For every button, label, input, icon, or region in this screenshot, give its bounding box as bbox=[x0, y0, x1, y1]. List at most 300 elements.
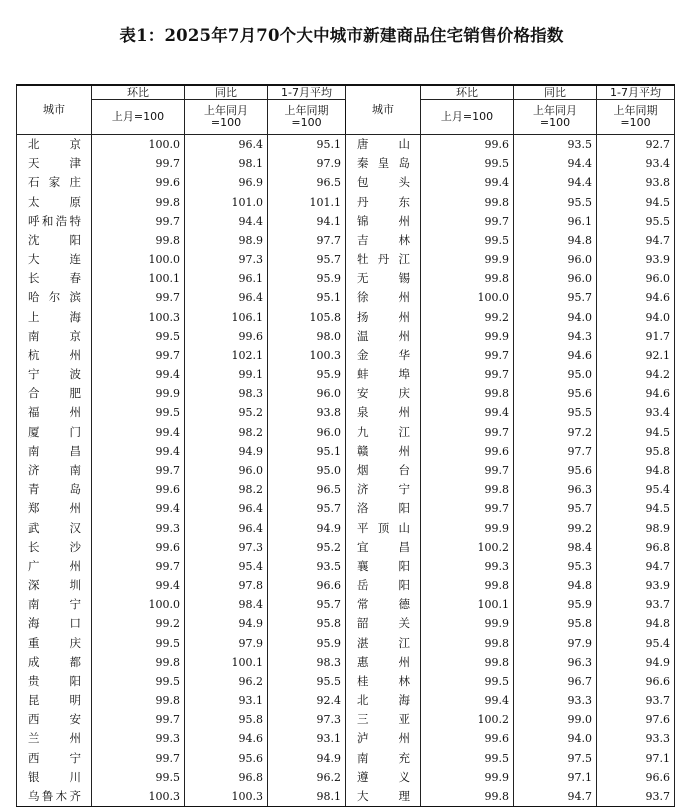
yoy-value-right: 94.8 bbox=[514, 231, 597, 250]
yoy-value-left: 96.1 bbox=[185, 269, 268, 288]
mom-value-left: 100.0 bbox=[92, 135, 185, 155]
mom-value-left: 99.5 bbox=[92, 403, 185, 422]
mom-value-right: 99.6 bbox=[421, 442, 514, 461]
city-name-left: 北京 bbox=[17, 135, 92, 155]
table-row bbox=[17, 768, 675, 787]
yoy-value-right: 95.9 bbox=[514, 595, 597, 614]
ytd-value-left: 93.5 bbox=[268, 557, 346, 576]
yoy-value-left: 106.1 bbox=[185, 308, 268, 327]
ytd-value-right: 94.5 bbox=[597, 423, 675, 442]
yoy-value-right: 94.0 bbox=[514, 729, 597, 748]
yoy-value-right: 95.6 bbox=[514, 461, 597, 480]
ytd-value-left: 93.8 bbox=[268, 403, 346, 422]
yoy-value-right: 96.3 bbox=[514, 480, 597, 499]
ytd-value-left: 96.6 bbox=[268, 576, 346, 595]
yoy-value-left: 96.9 bbox=[185, 173, 268, 192]
yoy-value-right: 94.0 bbox=[514, 308, 597, 327]
ytd-value-right: 93.7 bbox=[597, 787, 675, 807]
mom-value-left: 99.7 bbox=[92, 212, 185, 231]
table-row bbox=[17, 250, 675, 269]
mom-value-right: 99.2 bbox=[421, 308, 514, 327]
ytd-value-left: 95.7 bbox=[268, 595, 346, 614]
yoy-base-left bbox=[185, 100, 268, 135]
mom-value-left: 99.5 bbox=[92, 633, 185, 652]
yoy-value-right: 94.4 bbox=[514, 154, 597, 173]
yoy-value-left: 98.3 bbox=[185, 384, 268, 403]
yoy-value-right: 94.8 bbox=[514, 576, 597, 595]
table-row bbox=[17, 710, 675, 729]
city-name-right: 赣州 bbox=[346, 442, 421, 461]
yoy-value-left: 94.4 bbox=[185, 212, 268, 231]
city-name-right: 徐州 bbox=[346, 288, 421, 307]
city-name-left: 太原 bbox=[17, 193, 92, 212]
city-name-left: 福州 bbox=[17, 403, 92, 422]
mom-value-right: 99.8 bbox=[421, 653, 514, 672]
ytd-value-right: 93.4 bbox=[597, 403, 675, 422]
ytd-value-left: 95.9 bbox=[268, 269, 346, 288]
mom-value-left: 100.1 bbox=[92, 269, 185, 288]
city-name-left: 重庆 bbox=[17, 633, 92, 652]
city-name-right: 南充 bbox=[346, 749, 421, 768]
table-row bbox=[17, 135, 675, 155]
mom-value-left: 99.2 bbox=[92, 614, 185, 633]
mom-value-right: 99.5 bbox=[421, 154, 514, 173]
yoy-value-left: 98.1 bbox=[185, 154, 268, 173]
table-row bbox=[17, 269, 675, 288]
yoy-value-right: 96.3 bbox=[514, 653, 597, 672]
yoy-value-right: 96.1 bbox=[514, 212, 597, 231]
yoy-value-right: 94.6 bbox=[514, 346, 597, 365]
yoy-value-right: 97.7 bbox=[514, 442, 597, 461]
ytd-base-right bbox=[597, 100, 675, 135]
yoy-value-left: 96.2 bbox=[185, 672, 268, 691]
ytd-base-left bbox=[268, 100, 346, 135]
ytd-value-left: 95.9 bbox=[268, 365, 346, 384]
city-name-left: 南昌 bbox=[17, 442, 92, 461]
table-row bbox=[17, 633, 675, 652]
city-name-right: 吉林 bbox=[346, 231, 421, 250]
table-row bbox=[17, 327, 675, 346]
city-name-right: 秦皇岛 bbox=[346, 154, 421, 173]
yoy-value-right: 93.3 bbox=[514, 691, 597, 710]
yoy-value-right: 95.7 bbox=[514, 499, 597, 518]
table-row bbox=[17, 576, 675, 595]
yoy-header-right: 同比 bbox=[514, 85, 597, 100]
city-name-left: 呼和浩特 bbox=[17, 212, 92, 231]
ytd-value-left: 97.3 bbox=[268, 710, 346, 729]
ytd-value-right: 97.6 bbox=[597, 710, 675, 729]
yoy-value-right: 94.4 bbox=[514, 173, 597, 192]
table-row bbox=[17, 518, 675, 537]
city-name-left: 南宁 bbox=[17, 595, 92, 614]
yoy-value-right: 94.3 bbox=[514, 327, 597, 346]
mom-value-left: 99.3 bbox=[92, 518, 185, 537]
city-name-right: 泸州 bbox=[346, 729, 421, 748]
mom-value-left: 100.0 bbox=[92, 250, 185, 269]
table-row bbox=[17, 672, 675, 691]
mom-value-right: 100.2 bbox=[421, 538, 514, 557]
mom-value-right: 99.8 bbox=[421, 269, 514, 288]
yoy-value-left: 95.8 bbox=[185, 710, 268, 729]
ytd-value-left: 97.9 bbox=[268, 154, 346, 173]
mom-value-left: 99.7 bbox=[92, 154, 185, 173]
city-name-right: 无锡 bbox=[346, 269, 421, 288]
ytd-base-right-text: 上年同期 =100 bbox=[613, 104, 658, 129]
yoy-value-left: 94.6 bbox=[185, 729, 268, 748]
mom-value-left: 100.3 bbox=[92, 787, 185, 807]
city-name-right: 牡丹江 bbox=[346, 250, 421, 269]
city-name-right: 洛阳 bbox=[346, 499, 421, 518]
mom-value-right: 99.7 bbox=[421, 212, 514, 231]
city-name-left: 天津 bbox=[17, 154, 92, 173]
mom-value-right: 99.7 bbox=[421, 346, 514, 365]
table-row bbox=[17, 653, 675, 672]
ytd-value-left: 93.1 bbox=[268, 729, 346, 748]
yoy-value-left: 95.2 bbox=[185, 403, 268, 422]
city-name-right: 湛江 bbox=[346, 633, 421, 652]
yoy-value-left: 100.1 bbox=[185, 653, 268, 672]
mom-value-right: 100.0 bbox=[421, 288, 514, 307]
city-name-left: 昆明 bbox=[17, 691, 92, 710]
yoy-value-left: 96.4 bbox=[185, 499, 268, 518]
ytd-value-left: 100.3 bbox=[268, 346, 346, 365]
ytd-value-right: 93.3 bbox=[597, 729, 675, 748]
city-name-left: 石家庄 bbox=[17, 173, 92, 192]
city-name-left: 深圳 bbox=[17, 576, 92, 595]
ytd-value-right: 96.6 bbox=[597, 768, 675, 787]
ytd-header-left: 1-7月平均 bbox=[268, 85, 346, 100]
yoy-value-right: 95.3 bbox=[514, 557, 597, 576]
table-row bbox=[17, 212, 675, 231]
yoy-value-right: 96.0 bbox=[514, 269, 597, 288]
mom-value-right: 100.2 bbox=[421, 710, 514, 729]
city-name-left: 青岛 bbox=[17, 480, 92, 499]
city-name-right: 丹东 bbox=[346, 193, 421, 212]
yoy-value-left: 98.2 bbox=[185, 423, 268, 442]
city-name-right: 扬州 bbox=[346, 308, 421, 327]
city-name-right: 包头 bbox=[346, 173, 421, 192]
yoy-value-left: 97.3 bbox=[185, 538, 268, 557]
yoy-value-left: 97.3 bbox=[185, 250, 268, 269]
table-row bbox=[17, 423, 675, 442]
city-name-left: 成都 bbox=[17, 653, 92, 672]
yoy-value-left: 98.9 bbox=[185, 231, 268, 250]
mom-value-left: 99.3 bbox=[92, 729, 185, 748]
table-row bbox=[17, 308, 675, 327]
table-row bbox=[17, 614, 675, 633]
city-name-left: 广州 bbox=[17, 557, 92, 576]
ytd-value-left: 95.5 bbox=[268, 672, 346, 691]
ytd-value-left: 96.2 bbox=[268, 768, 346, 787]
ytd-value-right: 92.7 bbox=[597, 135, 675, 155]
yoy-value-left: 95.4 bbox=[185, 557, 268, 576]
ytd-value-right: 95.4 bbox=[597, 480, 675, 499]
mom-value-left: 100.3 bbox=[92, 308, 185, 327]
ytd-value-left: 105.8 bbox=[268, 308, 346, 327]
mom-value-right: 99.8 bbox=[421, 480, 514, 499]
ytd-value-left: 96.5 bbox=[268, 173, 346, 192]
yoy-value-right: 99.2 bbox=[514, 518, 597, 537]
mom-value-right: 99.9 bbox=[421, 768, 514, 787]
mom-value-left: 99.4 bbox=[92, 576, 185, 595]
ytd-value-right: 94.0 bbox=[597, 308, 675, 327]
ytd-value-right: 91.7 bbox=[597, 327, 675, 346]
ytd-value-left: 95.7 bbox=[268, 499, 346, 518]
city-name-right: 温州 bbox=[346, 327, 421, 346]
ytd-value-right: 97.1 bbox=[597, 749, 675, 768]
mom-value-left: 99.5 bbox=[92, 672, 185, 691]
yoy-value-right: 99.0 bbox=[514, 710, 597, 729]
ytd-value-right: 93.9 bbox=[597, 250, 675, 269]
table-row bbox=[17, 384, 675, 403]
mom-value-left: 99.7 bbox=[92, 557, 185, 576]
ytd-value-right: 95.8 bbox=[597, 442, 675, 461]
yoy-value-right: 95.5 bbox=[514, 193, 597, 212]
yoy-value-left: 94.9 bbox=[185, 614, 268, 633]
city-name-right: 安庆 bbox=[346, 384, 421, 403]
city-name-right: 济宁 bbox=[346, 480, 421, 499]
mom-value-left: 99.4 bbox=[92, 423, 185, 442]
yoy-value-right: 94.7 bbox=[514, 787, 597, 807]
yoy-base-right-text: 上年同月 =100 bbox=[533, 104, 577, 129]
mom-header-right: 环比 bbox=[421, 85, 514, 100]
mom-value-right: 99.8 bbox=[421, 384, 514, 403]
table-row bbox=[17, 442, 675, 461]
yoy-value-left: 96.4 bbox=[185, 518, 268, 537]
city-name-left: 南京 bbox=[17, 327, 92, 346]
city-name-right: 惠州 bbox=[346, 653, 421, 672]
city-name-right: 大理 bbox=[346, 787, 421, 807]
yoy-value-right: 95.0 bbox=[514, 365, 597, 384]
yoy-value-left: 100.3 bbox=[185, 787, 268, 807]
ytd-value-right: 93.7 bbox=[597, 595, 675, 614]
city-name-left: 哈尔滨 bbox=[17, 288, 92, 307]
yoy-header-left: 同比 bbox=[185, 85, 268, 100]
ytd-value-left: 95.7 bbox=[268, 250, 346, 269]
ytd-value-left: 98.1 bbox=[268, 787, 346, 807]
yoy-value-left: 96.0 bbox=[185, 461, 268, 480]
mom-value-right: 99.4 bbox=[421, 403, 514, 422]
ytd-value-left: 92.4 bbox=[268, 691, 346, 710]
city-name-right: 韶关 bbox=[346, 614, 421, 633]
city-name-left: 银川 bbox=[17, 768, 92, 787]
ytd-value-right: 94.8 bbox=[597, 461, 675, 480]
ytd-value-right: 94.6 bbox=[597, 384, 675, 403]
mom-value-left: 99.7 bbox=[92, 346, 185, 365]
mom-value-left: 99.7 bbox=[92, 749, 185, 768]
mom-value-left: 99.8 bbox=[92, 193, 185, 212]
city-name-right: 烟台 bbox=[346, 461, 421, 480]
ytd-value-right: 98.9 bbox=[597, 518, 675, 537]
table-title: 表1：2025年7月70个大中城市新建商品住宅销售价格指数 bbox=[119, 26, 564, 45]
mom-value-right: 99.9 bbox=[421, 518, 514, 537]
ytd-header-right: 1-7月平均 bbox=[597, 85, 675, 100]
mom-value-left: 99.7 bbox=[92, 288, 185, 307]
mom-value-left: 99.4 bbox=[92, 442, 185, 461]
yoy-value-left: 96.4 bbox=[185, 135, 268, 155]
table-row bbox=[17, 691, 675, 710]
mom-value-right: 99.9 bbox=[421, 614, 514, 633]
table-row bbox=[17, 787, 675, 807]
mom-value-right: 99.6 bbox=[421, 135, 514, 155]
mom-base-left: 上月=100 bbox=[92, 100, 185, 135]
table-row bbox=[17, 173, 675, 192]
ytd-value-left: 101.1 bbox=[268, 193, 346, 212]
ytd-value-left: 95.2 bbox=[268, 538, 346, 557]
ytd-value-right: 93.8 bbox=[597, 173, 675, 192]
ytd-value-right: 94.5 bbox=[597, 499, 675, 518]
yoy-value-left: 97.9 bbox=[185, 633, 268, 652]
ytd-value-left: 94.9 bbox=[268, 749, 346, 768]
mom-value-left: 99.6 bbox=[92, 480, 185, 499]
mom-value-left: 99.5 bbox=[92, 768, 185, 787]
yoy-value-left: 98.4 bbox=[185, 595, 268, 614]
ytd-value-left: 95.0 bbox=[268, 461, 346, 480]
ytd-value-left: 94.9 bbox=[268, 518, 346, 537]
ytd-value-left: 95.1 bbox=[268, 288, 346, 307]
table-row bbox=[17, 595, 675, 614]
city-name-left: 兰州 bbox=[17, 729, 92, 748]
mom-value-left: 99.4 bbox=[92, 365, 185, 384]
yoy-value-right: 97.1 bbox=[514, 768, 597, 787]
mom-value-right: 99.7 bbox=[421, 499, 514, 518]
table-row bbox=[17, 231, 675, 250]
city-name-left: 乌鲁木齐 bbox=[17, 787, 92, 807]
mom-value-left: 99.4 bbox=[92, 499, 185, 518]
mom-value-right: 99.8 bbox=[421, 193, 514, 212]
table-row bbox=[17, 365, 675, 384]
yoy-value-right: 95.5 bbox=[514, 403, 597, 422]
mom-header-left: 环比 bbox=[92, 85, 185, 100]
yoy-value-left: 102.1 bbox=[185, 346, 268, 365]
yoy-value-right: 97.2 bbox=[514, 423, 597, 442]
city-name-left: 上海 bbox=[17, 308, 92, 327]
city-name-left: 宁波 bbox=[17, 365, 92, 384]
yoy-value-right: 97.5 bbox=[514, 749, 597, 768]
city-name-right: 襄阳 bbox=[346, 557, 421, 576]
ytd-value-right: 94.5 bbox=[597, 193, 675, 212]
city-name-left: 西安 bbox=[17, 710, 92, 729]
city-name-left: 长沙 bbox=[17, 538, 92, 557]
city-name-right: 三亚 bbox=[346, 710, 421, 729]
ytd-value-right: 94.9 bbox=[597, 653, 675, 672]
city-name-left: 厦门 bbox=[17, 423, 92, 442]
ytd-value-left: 96.0 bbox=[268, 423, 346, 442]
table-row bbox=[17, 557, 675, 576]
city-name-left: 西宁 bbox=[17, 749, 92, 768]
ytd-value-right: 94.7 bbox=[597, 557, 675, 576]
table-row bbox=[17, 499, 675, 518]
city-name-left: 沈阳 bbox=[17, 231, 92, 250]
ytd-value-right: 93.7 bbox=[597, 691, 675, 710]
mom-value-right: 100.1 bbox=[421, 595, 514, 614]
yoy-value-left: 97.8 bbox=[185, 576, 268, 595]
mom-value-right: 99.5 bbox=[421, 749, 514, 768]
price-index-table bbox=[16, 84, 675, 807]
mom-value-left: 99.7 bbox=[92, 461, 185, 480]
city-name-left: 大连 bbox=[17, 250, 92, 269]
city-name-left: 郑州 bbox=[17, 499, 92, 518]
city-name-left: 杭州 bbox=[17, 346, 92, 365]
ytd-value-left: 97.7 bbox=[268, 231, 346, 250]
city-name-right: 泉州 bbox=[346, 403, 421, 422]
yoy-value-right: 98.4 bbox=[514, 538, 597, 557]
table-row bbox=[17, 480, 675, 499]
yoy-value-right: 93.5 bbox=[514, 135, 597, 155]
yoy-value-left: 101.0 bbox=[185, 193, 268, 212]
yoy-value-right: 95.7 bbox=[514, 288, 597, 307]
mom-value-left: 99.6 bbox=[92, 538, 185, 557]
mom-value-right: 99.7 bbox=[421, 365, 514, 384]
city-name-left: 合肥 bbox=[17, 384, 92, 403]
table-row bbox=[17, 193, 675, 212]
city-name-right: 唐山 bbox=[346, 135, 421, 155]
table-row bbox=[17, 288, 675, 307]
city-name-right: 宜昌 bbox=[346, 538, 421, 557]
city-name-right: 蚌埠 bbox=[346, 365, 421, 384]
ytd-value-right: 93.9 bbox=[597, 576, 675, 595]
ytd-base-left-text: 上年同期 =100 bbox=[284, 104, 329, 129]
yoy-value-right: 96.0 bbox=[514, 250, 597, 269]
yoy-base-right bbox=[514, 100, 597, 135]
mom-value-left: 99.8 bbox=[92, 691, 185, 710]
mom-value-right: 99.4 bbox=[421, 691, 514, 710]
ytd-value-left: 95.8 bbox=[268, 614, 346, 633]
yoy-value-left: 93.1 bbox=[185, 691, 268, 710]
mom-value-right: 99.8 bbox=[421, 576, 514, 595]
ytd-value-right: 92.1 bbox=[597, 346, 675, 365]
ytd-value-right: 96.0 bbox=[597, 269, 675, 288]
mom-value-left: 99.7 bbox=[92, 710, 185, 729]
ytd-value-right: 94.8 bbox=[597, 614, 675, 633]
ytd-value-right: 94.7 bbox=[597, 231, 675, 250]
city-name-left: 济南 bbox=[17, 461, 92, 480]
city-name-right: 锦州 bbox=[346, 212, 421, 231]
ytd-value-right: 94.2 bbox=[597, 365, 675, 384]
ytd-value-right: 96.6 bbox=[597, 672, 675, 691]
ytd-value-left: 95.1 bbox=[268, 135, 346, 155]
ytd-value-left: 98.3 bbox=[268, 653, 346, 672]
city-name-left: 武汉 bbox=[17, 518, 92, 537]
mom-value-left: 99.8 bbox=[92, 653, 185, 672]
mom-value-right: 99.7 bbox=[421, 423, 514, 442]
ytd-value-right: 95.4 bbox=[597, 633, 675, 652]
city-name-right: 桂林 bbox=[346, 672, 421, 691]
yoy-value-right: 97.9 bbox=[514, 633, 597, 652]
mom-value-right: 99.3 bbox=[421, 557, 514, 576]
table-row bbox=[17, 749, 675, 768]
yoy-value-left: 99.6 bbox=[185, 327, 268, 346]
yoy-value-left: 95.6 bbox=[185, 749, 268, 768]
yoy-value-left: 96.8 bbox=[185, 768, 268, 787]
city-name-right: 北海 bbox=[346, 691, 421, 710]
yoy-value-left: 98.2 bbox=[185, 480, 268, 499]
table-body bbox=[17, 135, 675, 807]
yoy-value-right: 95.8 bbox=[514, 614, 597, 633]
mom-value-right: 99.4 bbox=[421, 173, 514, 192]
city-name-right: 金华 bbox=[346, 346, 421, 365]
city-name-left: 贵阳 bbox=[17, 672, 92, 691]
city-name-right: 岳阳 bbox=[346, 576, 421, 595]
city-name-right: 遵义 bbox=[346, 768, 421, 787]
yoy-base-left-text: 上年同月 =100 bbox=[204, 104, 248, 129]
mom-value-right: 99.5 bbox=[421, 672, 514, 691]
table-row bbox=[17, 461, 675, 480]
table-row bbox=[17, 154, 675, 173]
mom-value-left: 99.6 bbox=[92, 173, 185, 192]
ytd-value-left: 95.9 bbox=[268, 633, 346, 652]
mom-base-right: 上月=100 bbox=[421, 100, 514, 135]
